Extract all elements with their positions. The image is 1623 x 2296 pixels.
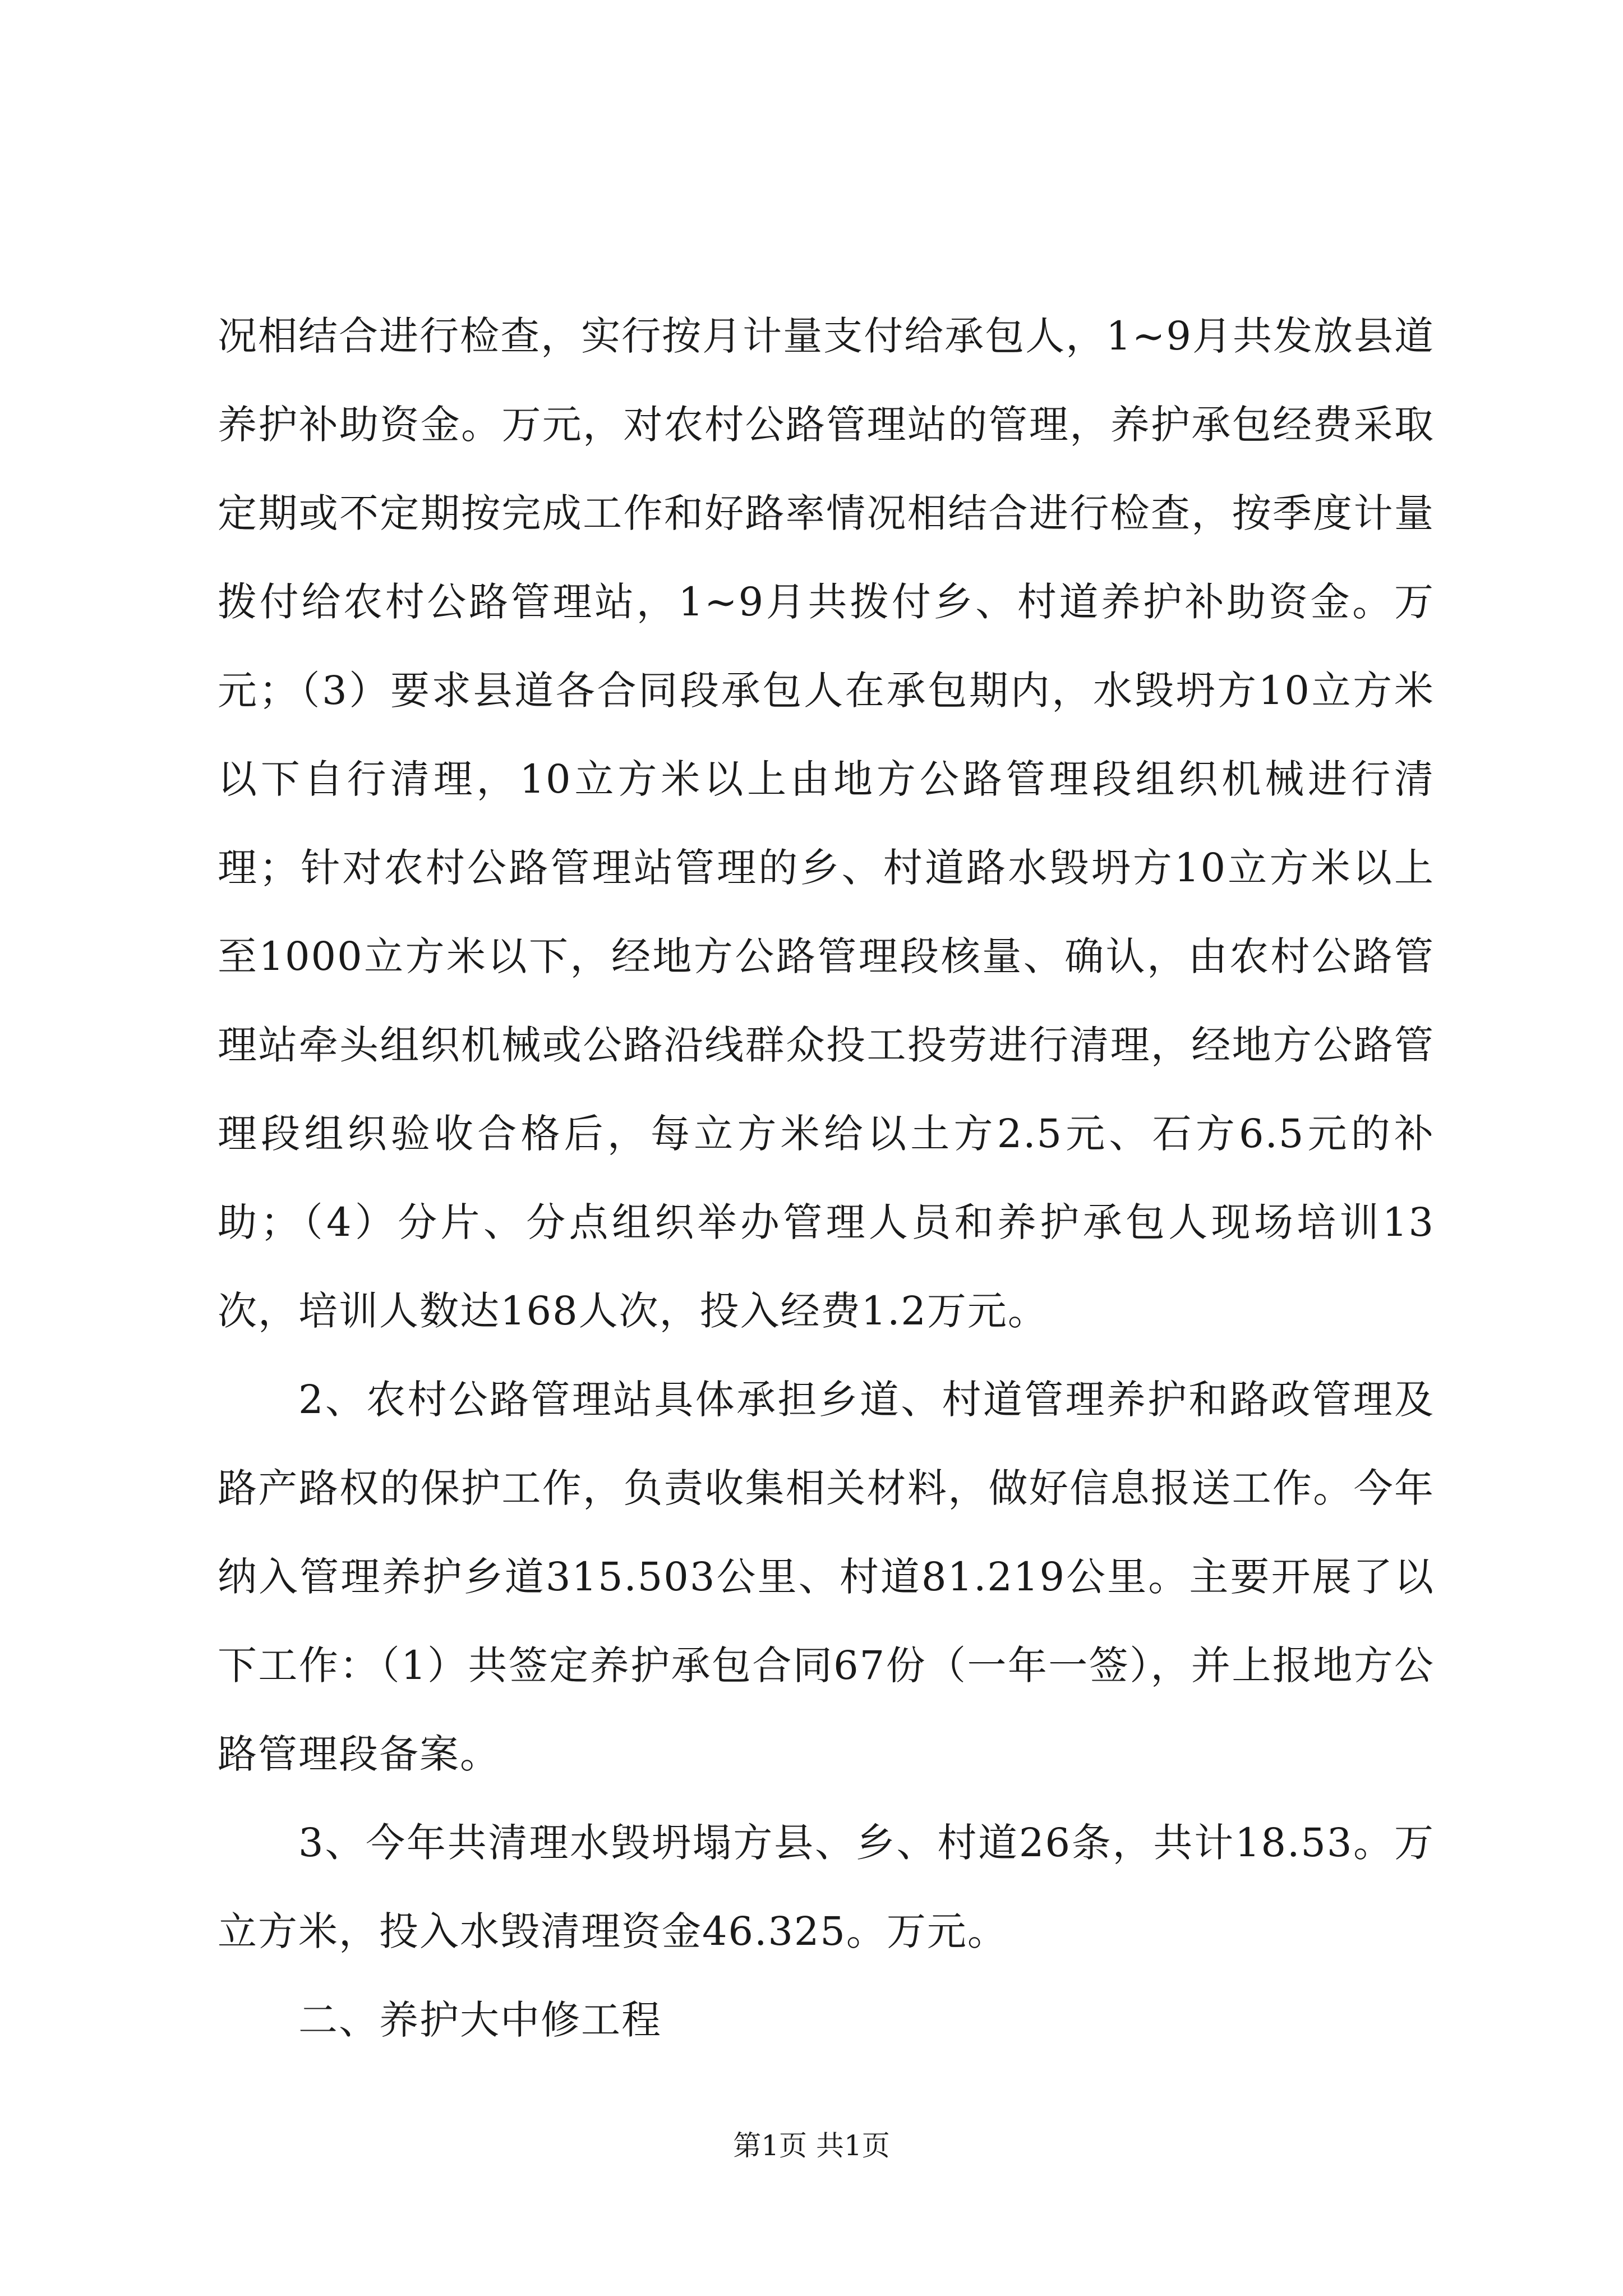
paragraph-item-2: 2、农村公路管理站具体承担乡道、村道管理养护和路政管理及路产路权的保护工作，负责收集相关材料，做好信息报送工作。今年纳入管理养护乡道315.503公里、村道81.219公里。主要开展了以下工作：（1）共签定养护承包合同67份（一年一签），并上报地方公路管理段备案。 [218, 1377, 1435, 1777]
paragraph-item-3: 3、今年共清理水毁坍塌方县、乡、村道26条，共计18.53。万立方米，投入水毁清理资金46.325。万元。 [218, 1820, 1435, 1954]
page-footer: 第1页 共1页 [733, 2129, 890, 2162]
section-heading-maintenance-works: 二、养护大中修工程 [298, 1997, 662, 2043]
document-body [218, 292, 1435, 2064]
paragraph-continuation: 况相结合进行检查，实行按月计量支付给承包人，1~9月共发放县道养护补助资金。万元，对农村公路管理站的管理，养护承包经费采取定期或不定期按完成工作和好路率情况相结合进行检查，按季度计量拨付给农村公路管理站，1~9月共拨付乡、村道养护补助资金。万元；（3）要求县道各合同段承包人在承包期内，水毁坍方10立方米以下自行清理，10立方米以上由地方公路管理段组织机械进行清理；针对农村公路管理站管理的乡、村道路水毁坍方10立方米以上至1000立方米以下，经地方公路管理段核量、确认，由农村公路管理站牵头组织机械或公路沿线群众投工投劳进行清理，经地方公路管理段组织验收合格后，每立方米给以土方2.5元、石方6.5元的补助；（4）分片、分点组织举办管理人员和养护承包人现场培训13次，培训人数达168人次，投入经费1.2万元。 [218, 313, 1435, 1334]
